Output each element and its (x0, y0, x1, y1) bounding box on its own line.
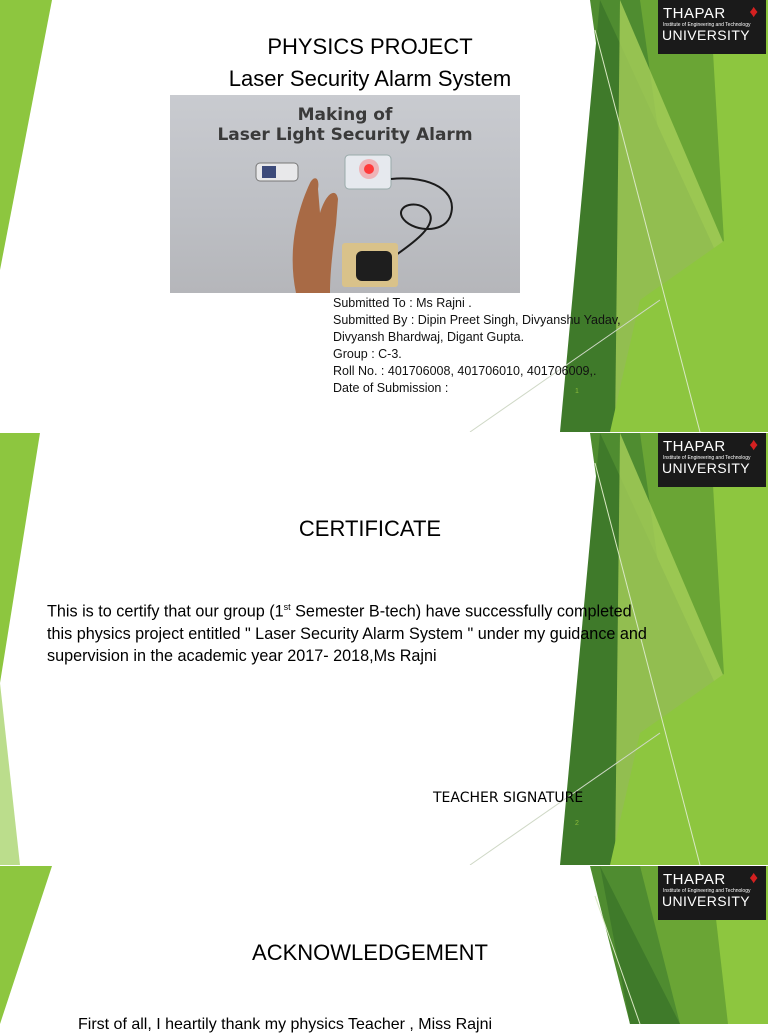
submitted-to: Submitted To : Ms Rajni . (333, 296, 472, 310)
submitted-by: Submitted By : Dipin Preet Singh, Divyanshu Yadav, Divyansh Bhardwaj, Digant Gupta. (333, 313, 621, 344)
teacher-signature-label: TEACHER SIGNATURE (433, 790, 584, 806)
slide-1-title-line1: PHYSICS PROJECT (267, 34, 473, 59)
photo-caption-line1: Making of (297, 105, 393, 125)
certificate-body: This is to certify that our group (1st Semester B-tech) have successfully completed this physics project entitled " Laser Security Alarm System " under my guidance and supervision in the academic year 2017- 2018,Ms Rajni (47, 602, 647, 666)
submission-info (333, 295, 633, 397)
page-number: 1 (575, 388, 579, 395)
page-number: 2 (575, 820, 579, 827)
logo-mark-icon: ♦ (749, 435, 758, 454)
roll-no: Roll No. : 401706008, 401706010, 401706009,. (333, 364, 597, 378)
laser-alarm-photo (170, 95, 520, 293)
certificate-title: CERTIFICATE (298, 516, 442, 541)
thapar-logo: THAPAR Institute of Engineering and Technology UNIVERSITY ♦ (658, 866, 766, 920)
group: Group : C-3. (333, 347, 402, 361)
thapar-logo: THAPAR Institute of Engineering and Technology UNIVERSITY ♦ (658, 433, 766, 487)
acknowledgement-body: First of all, I heartily thank my physics Teacher , Miss Rajni (78, 1016, 493, 1033)
thapar-logo: THAPAR Institute of Engineering and Technology UNIVERSITY ♦ (658, 0, 766, 54)
slide-1 (0, 0, 768, 432)
logo-mark-icon: ♦ (749, 868, 758, 887)
slide-1-title-line2: Laser Security Alarm System (228, 66, 512, 91)
photo-illustration (170, 95, 520, 293)
logo-mark-icon: ♦ (749, 2, 758, 21)
date-of-submission: Date of Submission : (333, 381, 449, 395)
slide-3 (0, 866, 768, 1024)
photo-caption-line2: Laser Light Security Alarm (217, 125, 473, 145)
acknowledgement-title: ACKNOWLEDGEMENT (252, 940, 488, 965)
